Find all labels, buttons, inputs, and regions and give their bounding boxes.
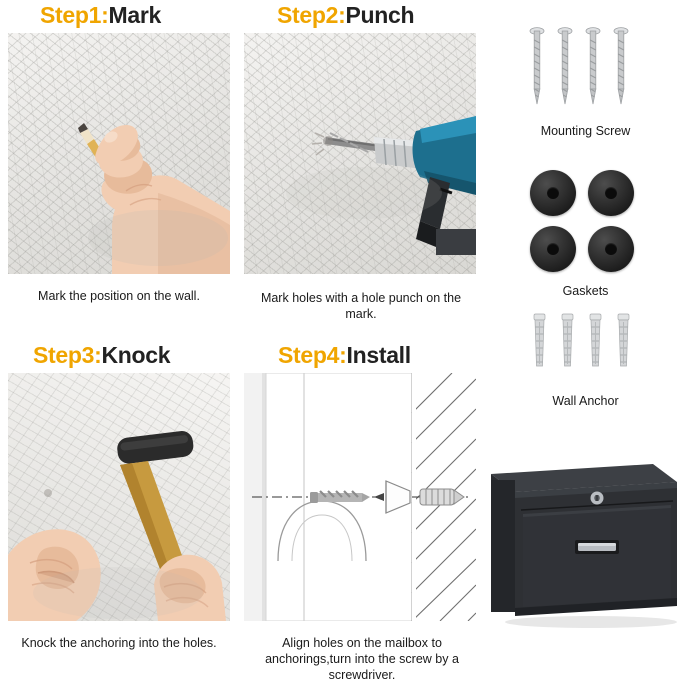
part-wall-anchor	[492, 312, 679, 422]
screw-icon	[492, 24, 679, 116]
part-gaskets	[492, 170, 679, 310]
step-3-image	[8, 373, 230, 621]
step-3-title-prefix: Step3:	[33, 342, 102, 368]
gasket-icon	[530, 170, 576, 216]
step-2-title	[277, 2, 414, 29]
wall-anchor-icon	[492, 312, 679, 384]
step-3-illustration	[8, 373, 230, 621]
step-4-title	[278, 342, 411, 369]
step-panel-2	[240, 0, 485, 325]
hammer-icon	[116, 430, 195, 569]
step-1-title-prefix: Step1:	[40, 2, 109, 28]
mailbox-product-image	[487, 442, 679, 630]
step-1-title	[40, 2, 161, 29]
step-1-title-word: Mark	[108, 2, 161, 28]
gaskets-label: Gaskets	[562, 284, 609, 298]
step-1-image	[8, 33, 230, 274]
step-4-caption: Align holes on the mailbox to anchorings,turn into the screw by a screwdriver.	[265, 636, 459, 682]
step-2-image	[244, 33, 476, 274]
step-1-caption: Mark the position on the wall.	[38, 289, 200, 303]
step-panel-3	[0, 340, 237, 670]
gasket-icon	[588, 226, 634, 272]
step-4-diagram	[244, 373, 476, 621]
mailbox-handle	[575, 540, 619, 554]
gasket-icon	[530, 226, 576, 272]
step-panel-1	[0, 0, 237, 310]
step-3-caption: Knock the anchoring into the holes.	[21, 636, 217, 650]
wall-anchor-label: Wall Anchor	[552, 394, 619, 408]
step-1-illustration	[8, 33, 230, 274]
mounting-screw-label: Mounting Screw	[540, 124, 631, 138]
step-3-title	[33, 342, 170, 369]
gasket-icon	[588, 170, 634, 216]
step-3-title-word: Knock	[101, 342, 171, 368]
drill-bit-icon	[325, 133, 381, 152]
step-2-title-prefix: Step2:	[277, 2, 346, 28]
step-4-image	[244, 373, 476, 621]
step-2-illustration	[244, 33, 476, 274]
step-panel-4	[240, 340, 485, 682]
mailbox-lock-icon	[591, 492, 604, 505]
step-2-caption: Mark holes with a hole punch on the mark.	[260, 291, 462, 321]
step-2-title-word: Punch	[345, 2, 415, 28]
step-4-title-word: Install	[346, 342, 411, 368]
step-4-title-prefix: Step4:	[278, 342, 347, 368]
part-mounting-screw	[492, 24, 679, 149]
mailbox-illustration	[487, 442, 679, 630]
